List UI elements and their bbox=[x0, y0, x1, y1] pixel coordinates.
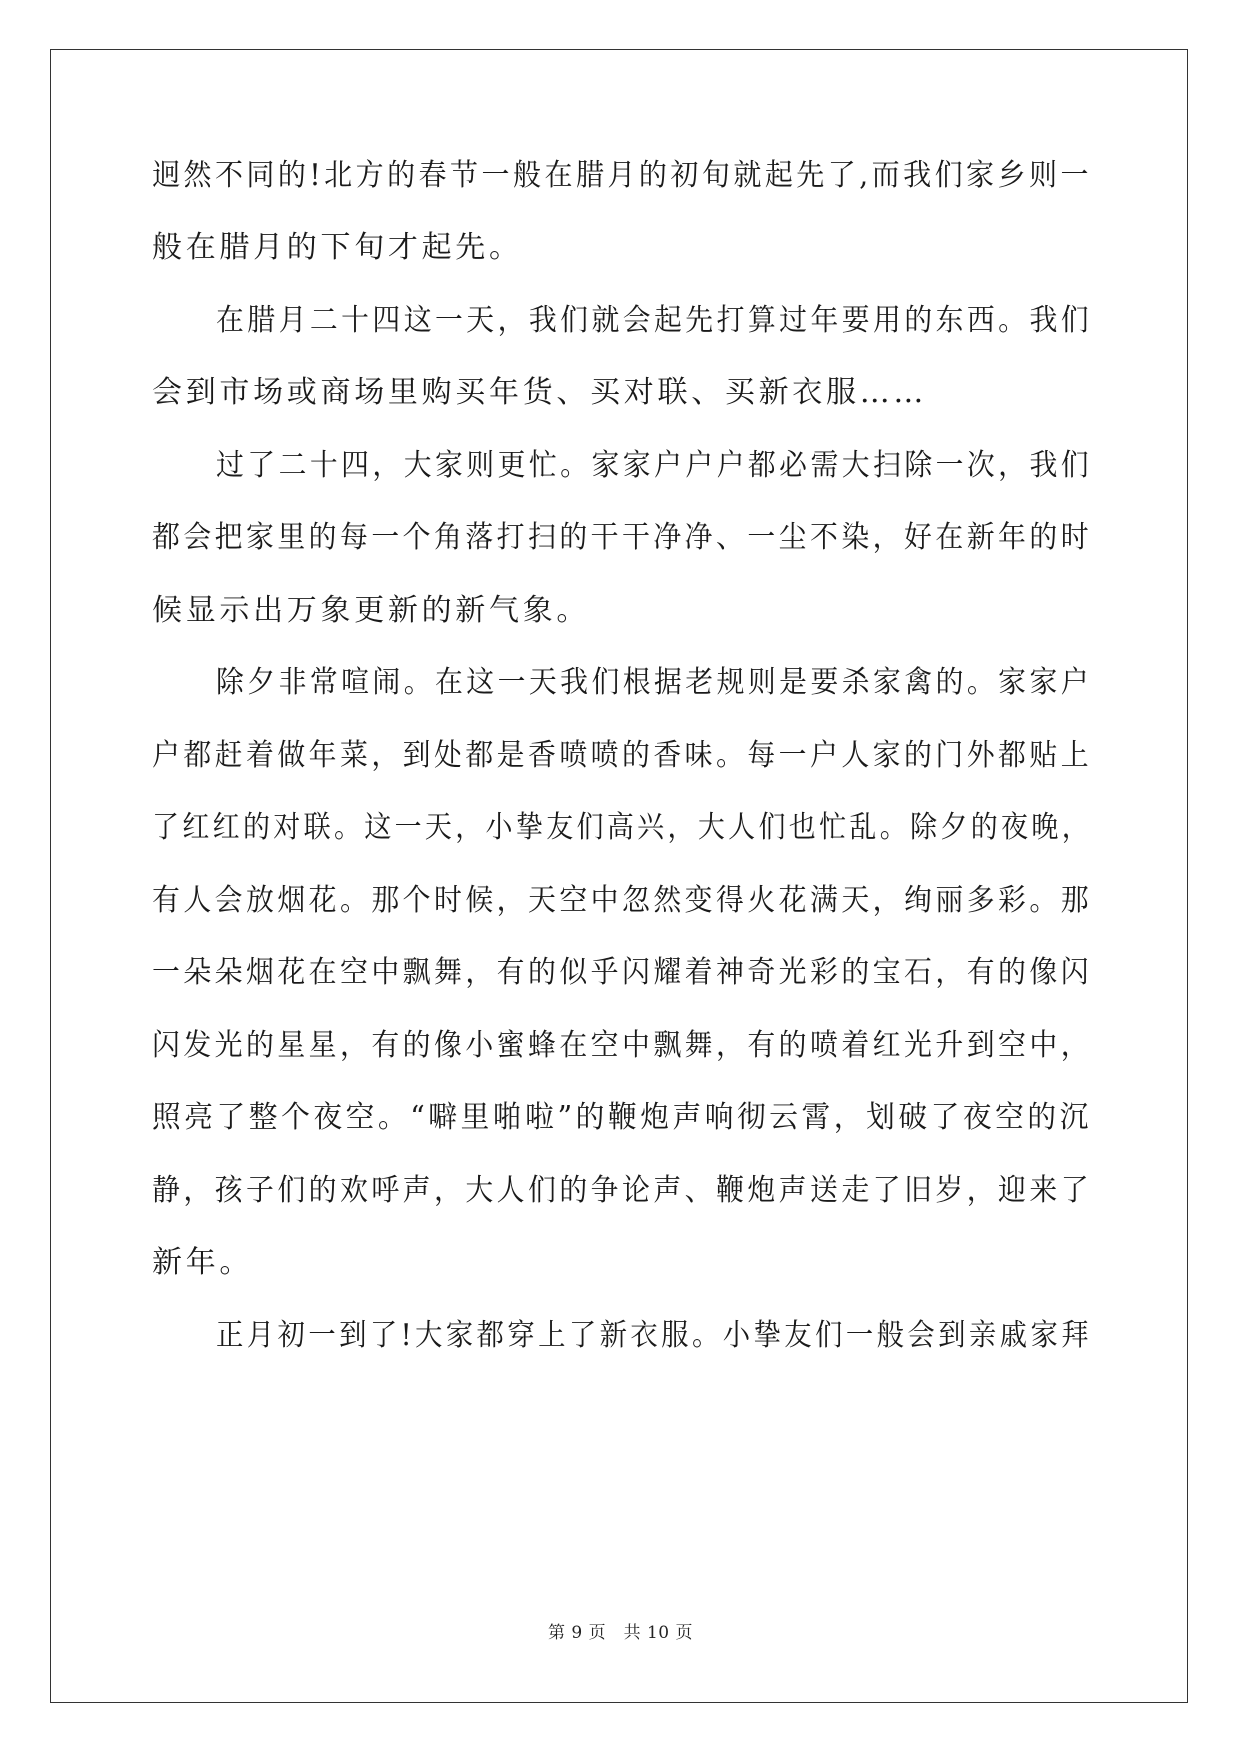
paragraph-start-line: 过了二十四，大家则更忙。家家户户户都必需大扫除一次，我们 bbox=[216, 448, 1093, 483]
paragraph-start-line: 除夕非常喧闹。在这一天我们根据老规则是要杀家禽的。家家户 bbox=[216, 665, 1093, 700]
page-border bbox=[50, 49, 1188, 1703]
text-line: 了红红的对联。这一天，小挚友们高兴，大人们也忙乱。除夕的夜晚， bbox=[152, 810, 1093, 845]
text-line: 闪发光的星星，有的像小蜜蜂在空中飘舞，有的喷着红光升到空中， bbox=[152, 1028, 1093, 1063]
text-line: 新年。 bbox=[152, 1245, 254, 1280]
text-line: 迥然不同的!北方的春节一般在腊月的初旬就起先了,而我们家乡则一 bbox=[152, 158, 1092, 193]
page-number-footer: 第 9 页 共 10 页 bbox=[547, 1623, 694, 1643]
paragraph-start-line: 正月初一到了!大家都穿上了新衣服。小挚友们一般会到亲戚家拜 bbox=[216, 1318, 1092, 1353]
text-line: 候显示出万象更新的新气象。 bbox=[152, 593, 591, 628]
text-line: 静，孩子们的欢呼声，大人们的争论声、鞭炮声送走了旧岁，迎来了 bbox=[152, 1173, 1093, 1208]
text-line: 有人会放烟花。那个时候，天空中忽然变得火花满天，绚丽多彩。那 bbox=[152, 883, 1093, 918]
text-line: 会到市场或商场里购买年货、买对联、买新衣服…… bbox=[152, 375, 928, 410]
paragraph-start-line: 在腊月二十四这一天，我们就会起先打算过年要用的东西。我们 bbox=[216, 303, 1093, 338]
text-line: 都会把家里的每一个角落打扫的干干净净、一尘不染，好在新年的时 bbox=[152, 520, 1093, 555]
text-line: 一朵朵烟花在空中飘舞，有的似乎闪耀着神奇光彩的宝石，有的像闪 bbox=[152, 955, 1093, 990]
text-line: 照亮了整个夜空。“噼里啪啦”的鞭炮声响彻云霄，划破了夜空的沉 bbox=[152, 1100, 1092, 1135]
text-line: 户都赶着做年菜，到处都是香喷喷的香味。每一户人家的门外都贴上 bbox=[152, 738, 1093, 773]
text-line: 般在腊月的下旬才起先。 bbox=[152, 230, 523, 265]
